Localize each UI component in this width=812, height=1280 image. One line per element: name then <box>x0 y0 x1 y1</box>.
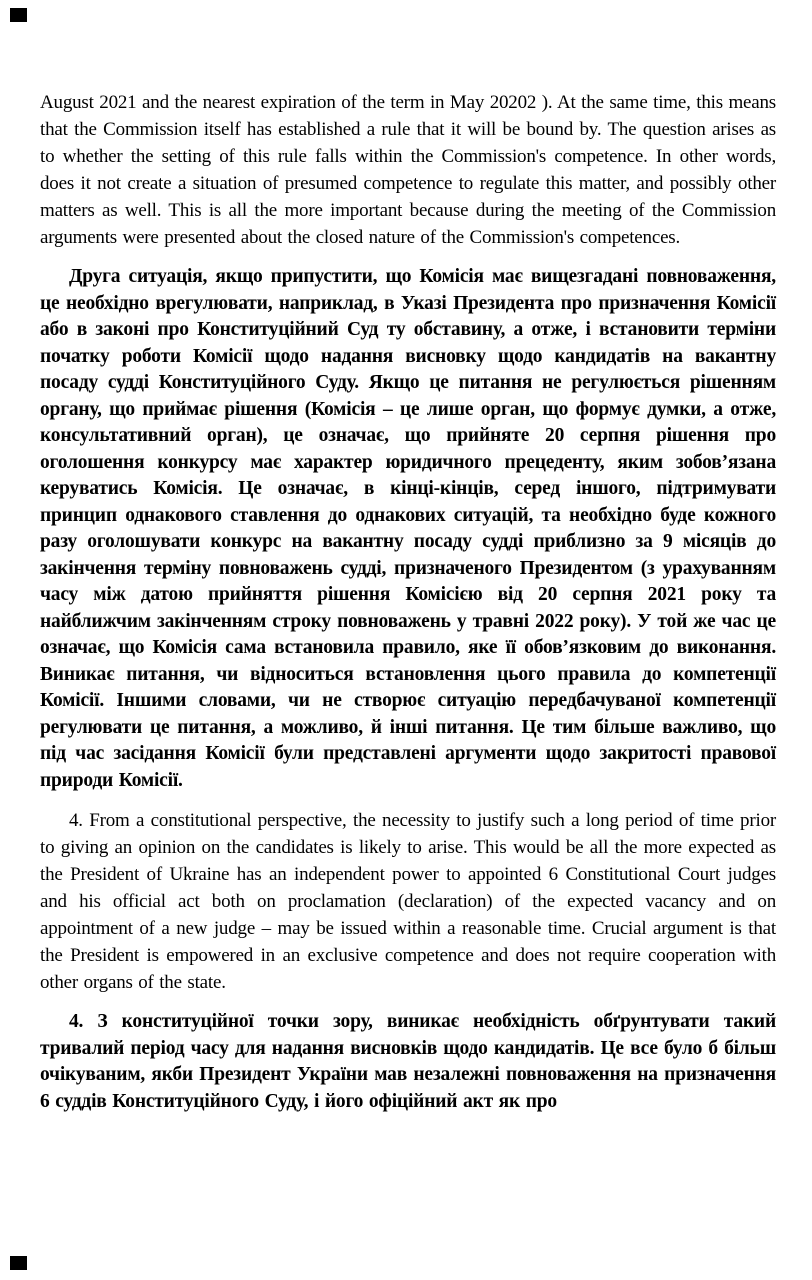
scan-mark-bottom-left <box>10 1256 27 1270</box>
body-paragraph-english-2: 4. From a constitutional perspective, the necessity to justify such a long period of time prior to giving an opinion on the candidates is likely to arise. This would be all the more expected as the President of Ukraine has an independent power to appointed 6 Constitutional Court judges and his official act both on proclamation (declaration) of the expected vacancy and on appointment of a new judge – may be issued within a reasonable time. Crucial argument is that the President is empowered in an exclusive competence and does not require cooperation with other organs of the state. <box>40 810 776 993</box>
body-paragraph-english-1: August 2021 and the nearest expiration of the term in May 20202 ). At the same time, this means that the Commission itself has established a rule that it will be bound by. The question arises as to whether the setting of this rule falls within the Commission's competence. In other words, does it not create a situation of presumed competence to regulate this matter, and possibly other matters as well. This is all the more important because during the meeting of the Commission arguments were presented about the closed nature of the Commission's competences. <box>40 92 776 248</box>
scan-mark-top-left <box>10 8 27 22</box>
body-paragraph-ukrainian-bold-2: 4. З конституційної точки зору, виникає необхідність обґрунтувати такий тривалий період часу для надання висновків щодо кандидатів. Це все було б більш очікуваним, якби Президент України мав незалежні повноваження на призначення 6 суддів Конституційного Суду, і його офіційний акт як про <box>40 1011 776 1112</box>
body-paragraph-ukrainian-bold-1: Друга ситуація, якщо припустити, що Комісія має вищезгадані повноваження, це необхідно врегулювати, наприклад, в Указі Президента про призначення Комісії або в законі про Конституційний Суд ту обставину, а отже, і встановити терміни початку роботи Комісії щодо надання висновку щодо кандидатів на вакантну посаду судді Конституційного Суду. Якщо це питання не регулюється рішенням органу, що приймає рішення (Комісія – це лише орган, що формує думки, а отже, консультативний орган), це означає, що прийняте 20 серпня рішення про оголошення конкурсу має характер юридичного прецеденту, яким зобов’язана керуватись Комісія. Це означає, в кінці-кінців, серед іншого, підтримувати принцип однакового ставлення до однакових ситуацій, та необхідно буде кожного разу оголошувати конкурс на вакантну посаду судді приблизно за 9 місяців до закінчення терміну повноважень судді, призначеного Президентом (з урахуванням часу між датою прийняття рішення Комісією від 20 серпня 2021 року та найближчим закінченням строку повноважень у травні 2022 року). У той же час це означає, що Комісія сама встановила правило, яке її обов’язковим до виконання. Виникає питання, чи відноситься встановлення цього правила до компетенції Комісії. Іншими словами, чи не створює ситуацію передбачуваної компетенції регулювати це питання, а можливо, й інші питання. Це тим більше важливо, що під час засідання Комісії були представлені аргументи щодо закритості правової природи Комісії. <box>40 266 776 791</box>
